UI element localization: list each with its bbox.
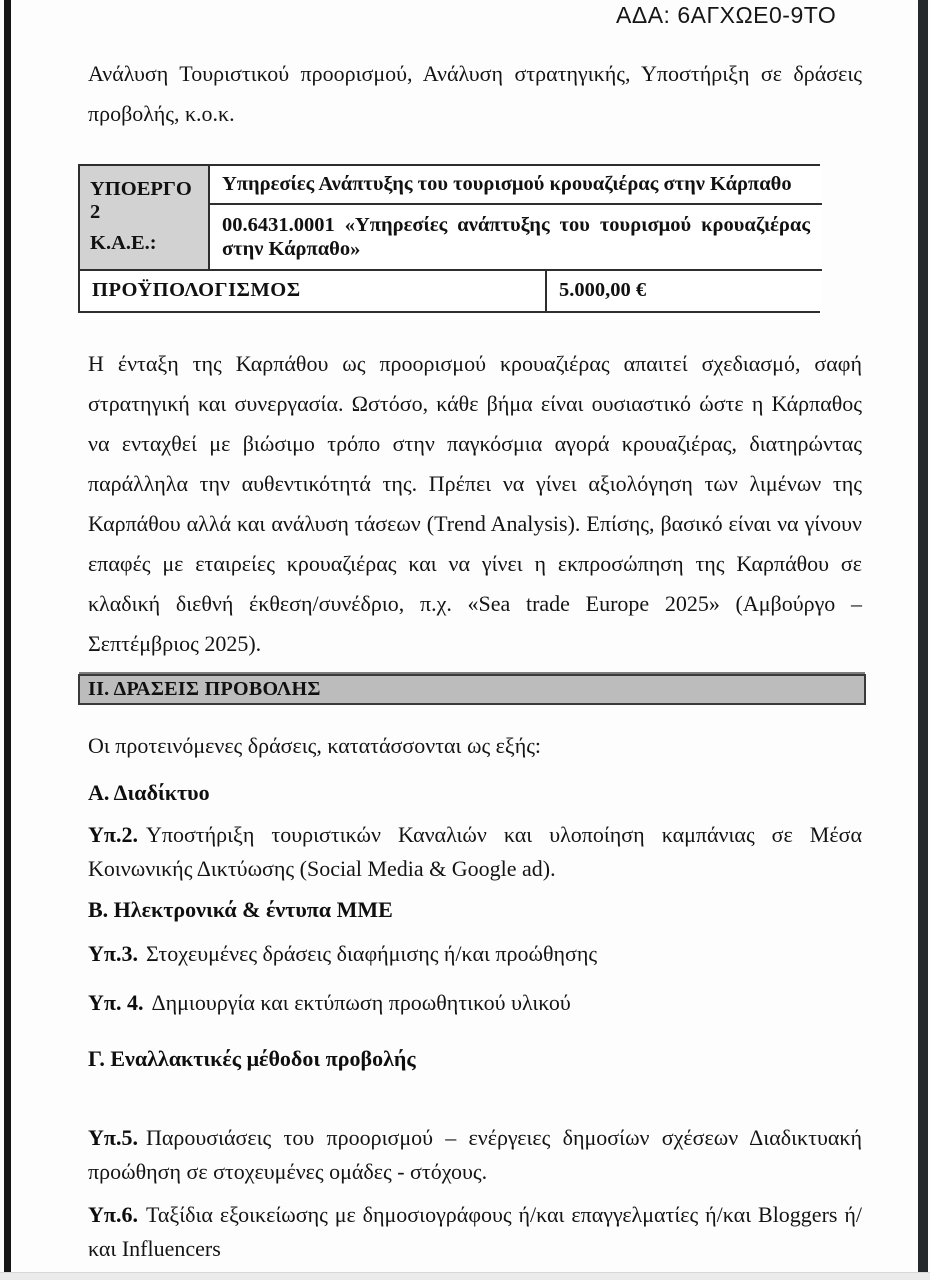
document-content <box>88 0 862 1266</box>
group-a-heading: Α. Διαδίκτυο <box>88 780 210 805</box>
ada-number: ΑΔΑ: 6ΑΓΧΩΕ0-9ΤΟ <box>616 2 837 28</box>
table-cell-service-title: Υπηρεσίες Ανάπτυξης του τουρισμού κρουαζιέρας στην Κάρπαθο <box>210 166 822 205</box>
item-yp3-label: Υπ.3. <box>88 941 138 966</box>
bottom-scrollbar-track <box>0 1272 930 1280</box>
item-yp5 <box>88 1121 862 1189</box>
item-yp4 <box>88 986 862 1020</box>
intro-paragraph: Ανάλυση Τουριστικού προορισμού, Ανάλυση στρατηγικής, Υποστήριξη σε δράσεις προβολής, κ.ο.κ. <box>88 61 862 126</box>
table-cell-subproject <box>80 166 210 269</box>
item-yp2-label: Υπ.2. <box>88 822 138 847</box>
subproject-table <box>78 164 820 313</box>
item-yp4-text: Δημιουργία και εκτύπωση προωθητικού υλικού <box>151 990 571 1015</box>
item-yp5-text: Παρουσιάσεις του προορισμού – ενέργειες δημοσίων σχέσεων Διαδικτυακή προώθηση σε στοχευμένες ομάδες - στόχους. <box>88 1125 862 1184</box>
body-paragraph: Η ένταξη της Καρπάθου ως προορισμού κρουαζιέρας απαιτεί σχεδιασμό, σαφή στρατηγική και συνεργασία. Ωστόσο, κάθε βήμα είναι ουσιαστικό ώστε η Κάρπαθος να ενταχθεί με βιώσιμο τρόπο στην παγκόσμια αγορά κρουαζιέρας, διατηρώντας παράλληλα την αυθεντικότητά της. Πρέπει να γίνει αξιολόγηση των λιμένων της Καρπάθου αλλά και ανάλυση τάσεων (Trend Analysis). Επίσης, βασικό είναι να γίνουν επαφές με εταιρείες κρουαζιέρας και να γίνει η εκπροσώπηση της Καρπάθου σε κλαδική διεθνή έκθεση/συνέδριο, π.χ. «Sea trade Europe 2025» (Αμβούργο – Σεπτέμβριος 2025). <box>88 351 862 656</box>
group-c-heading: Γ. Εναλλακτικές μέθοδοι προβολής <box>88 1046 416 1071</box>
kae-label: Κ.Α.Ε.: <box>90 232 157 254</box>
group-b-heading: Β. Ηλεκτρονικά & έντυπα ΜΜΕ <box>88 897 393 922</box>
item-yp6-text: Ταξίδια εξοικείωσης με δημοσιογράφους ή/και επαγγελματίες ή/και Bloggers ή/και Influencers <box>88 1202 862 1261</box>
item-yp6 <box>88 1198 862 1266</box>
item-yp6-label: Υπ.6. <box>88 1202 138 1227</box>
right-frame-edge <box>918 0 928 1272</box>
table-cell-budget-value: 5.000,00 € <box>547 271 822 311</box>
section-ii-header <box>78 674 866 705</box>
subproject-label: ΥΠΟΕΡΓΟ 2 <box>90 178 192 223</box>
section-ii-header-label: ΙΙ. ΔΡΑΣΕΙΣ ΠΡΟΒΟΛΗΣ <box>88 678 321 700</box>
item-yp3 <box>88 937 862 971</box>
item-yp5-label: Υπ.5. <box>88 1125 138 1150</box>
item-yp2-text: Υποστήριξη τουριστικών Καναλιών και υλοποίηση καμπάνιας σε Μέσα Κοινωνικής Δικτύωσης (Social Media & Google ad). <box>88 822 862 881</box>
actions-intro-line: Οι προτεινόμενες δράσεις, κατατάσσονται ως εξής: <box>88 733 542 758</box>
item-yp4-label: Υπ. 4. <box>88 990 144 1015</box>
left-frame-edge <box>4 0 11 1272</box>
item-yp3-text: Στοχευμένες δράσεις διαφήμισης ή/και προώθησης <box>145 941 598 966</box>
table-cell-budget-label: ΠΡΟΫΠΟΛΟΓΙΣΜΟΣ <box>80 271 547 311</box>
item-yp2 <box>88 818 862 886</box>
table-cell-kae-value: 00.6431.0001 «Υπηρεσίες ανάπτυξης του τουρισμού κρουαζιέρας στην Κάρπαθο» <box>210 205 822 269</box>
